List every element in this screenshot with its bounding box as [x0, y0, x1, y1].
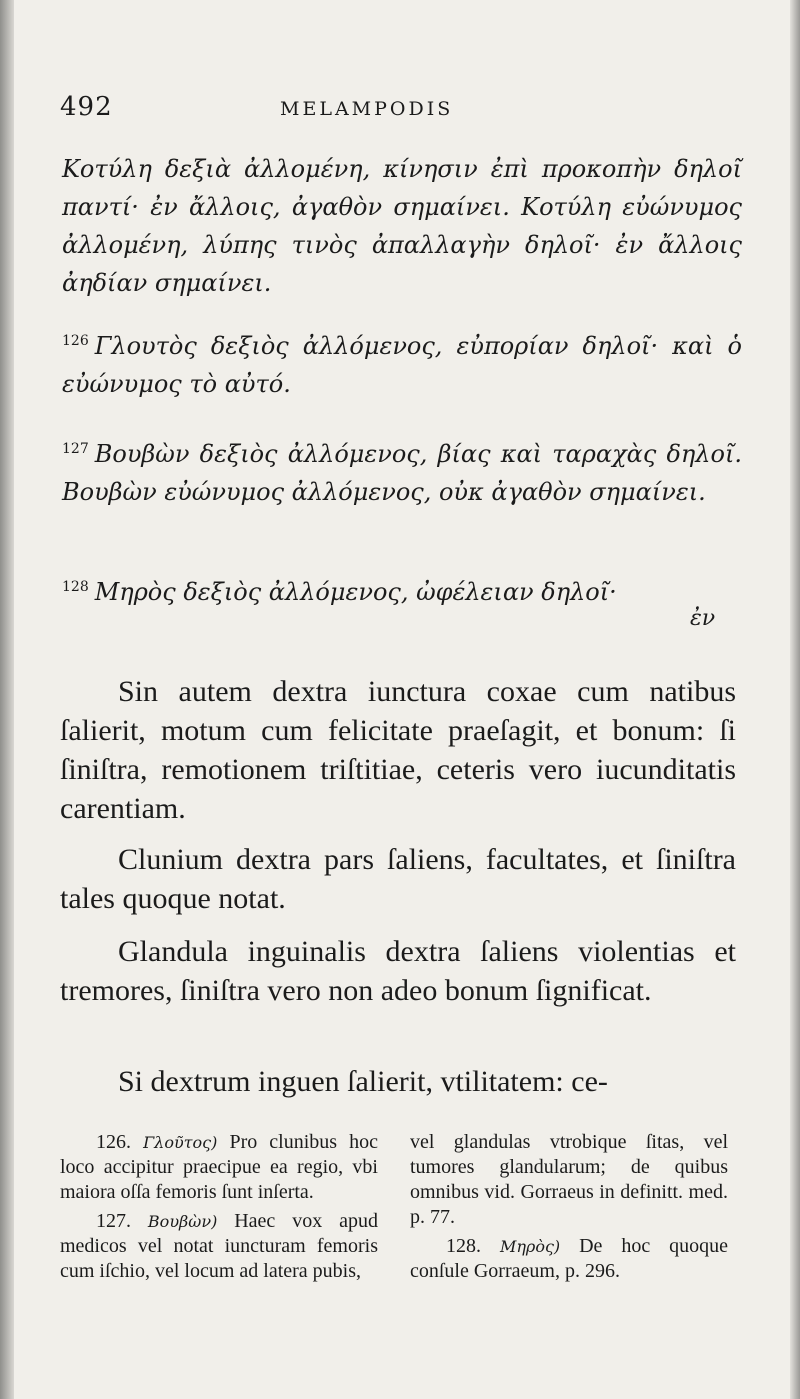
footnote-number: 126. [96, 1131, 131, 1153]
footnote-number: 128. [446, 1235, 481, 1257]
footnote-text: vel glandulas vtrobique ſitas, vel tumores glandularum; de quibus omnibus vid. Gorraeus in definitt. med. p. 77. [410, 1131, 728, 1228]
page-edge-right [790, 0, 800, 1399]
footnote-127 [60, 1209, 378, 1284]
footnote-text: Haec vox apud medicos vel notat iuncturam femoris cum iſchio, vel locum ad latera pubis, [60, 1210, 379, 1282]
page-edge-left [0, 0, 14, 1399]
section-number: 127 [62, 441, 89, 457]
greek-text: Γλουτὸς δεξιὸς ἀλλόμενος, εὐπορίαν δηλοῖ· καὶ ὁ εὐώνυμος τὸ αὐτό. [62, 332, 742, 398]
footnote-column-left [60, 1130, 378, 1288]
greek-paragraph-3 [62, 430, 742, 511]
footnotes [60, 1130, 740, 1380]
section-number: 128 [62, 579, 89, 595]
latin-text: Glandula inguinalis dextra ſaliens violentias et tremores, ſiniſtra vero non adeo bonum ſignificat. [60, 935, 736, 1007]
greek-text: Κοτύλη δεξιὰ ἀλλομένη, κίνησιν ἐπὶ προκοπὴν δηλοῖ παντί· ἐν ἄλλοις, ἀγαθὸν σημαίνει. Κοτύλη εὐώνυμος ἀλλομένη, λύπης τινὸς ἀπαλλαγὴν δηλοῖ· ἐν ἄλλοις ἀηδίαν σημαίνει. [62, 155, 742, 297]
footnote-text: Pro clunibus hoc loco accipitur praecipue ea regio, vbi maiora oſſa femoris ſunt inſerta. [60, 1131, 379, 1203]
greek-paragraph-4 [62, 568, 742, 611]
footnote-127-continued [410, 1130, 728, 1230]
footnote-column-right [410, 1130, 728, 1288]
footnote-text: De hoc quoque conſule Gorraeum, p. 296. [410, 1235, 729, 1282]
footnote-126 [60, 1130, 378, 1205]
page-header [60, 92, 740, 132]
latin-paragraph-1 [60, 672, 736, 828]
footnote-lemma: Μηρὸς) [499, 1237, 561, 1256]
greek-paragraph-2 [62, 322, 742, 403]
greek-text: Βουβὼν δεξιὸς ἀλλόμενος, βίας καὶ ταραχὰς δηλοῖ. Βουβὼν εὐώνυμος ἀλλόμενος, οὐκ ἀγαθὸν σημαίνει. [62, 440, 742, 506]
latin-text: Sin autem dextra iunctura coxae cum natibus ſalierit, motum cum felicitate praeſagit, et bonum: ſi ſiniſtra, remotionem triſtitiae, ceteris vero iucunditatis carentiam. [60, 675, 736, 825]
greek-text: Μηρὸς δεξιὸς ἀλλόμενος, ὠφέλειαν δηλοῖ· [94, 578, 617, 606]
page-number: 492 [60, 92, 113, 122]
running-title: MELAMPODIS [280, 98, 454, 120]
latin-paragraph-4 [60, 1062, 736, 1101]
latin-paragraph-2 [60, 840, 736, 918]
footnote-128 [410, 1234, 728, 1284]
latin-text: Si dextrum inguen ſalierit, vtilitatem: ce- [118, 1065, 608, 1098]
footnote-lemma: Βουβὼν) [147, 1212, 218, 1231]
latin-text: Clunium dextra pars ſaliens, facultates, et ſiniſtra tales quoque notat. [60, 843, 736, 915]
latin-paragraph-3 [60, 932, 736, 1010]
greek-paragraph-1 [62, 150, 742, 302]
catchword: ἐν [690, 606, 716, 631]
footnote-lemma: Γλοῦτος) [143, 1133, 218, 1152]
footnote-number: 127. [96, 1210, 131, 1232]
section-number: 126 [62, 333, 89, 349]
